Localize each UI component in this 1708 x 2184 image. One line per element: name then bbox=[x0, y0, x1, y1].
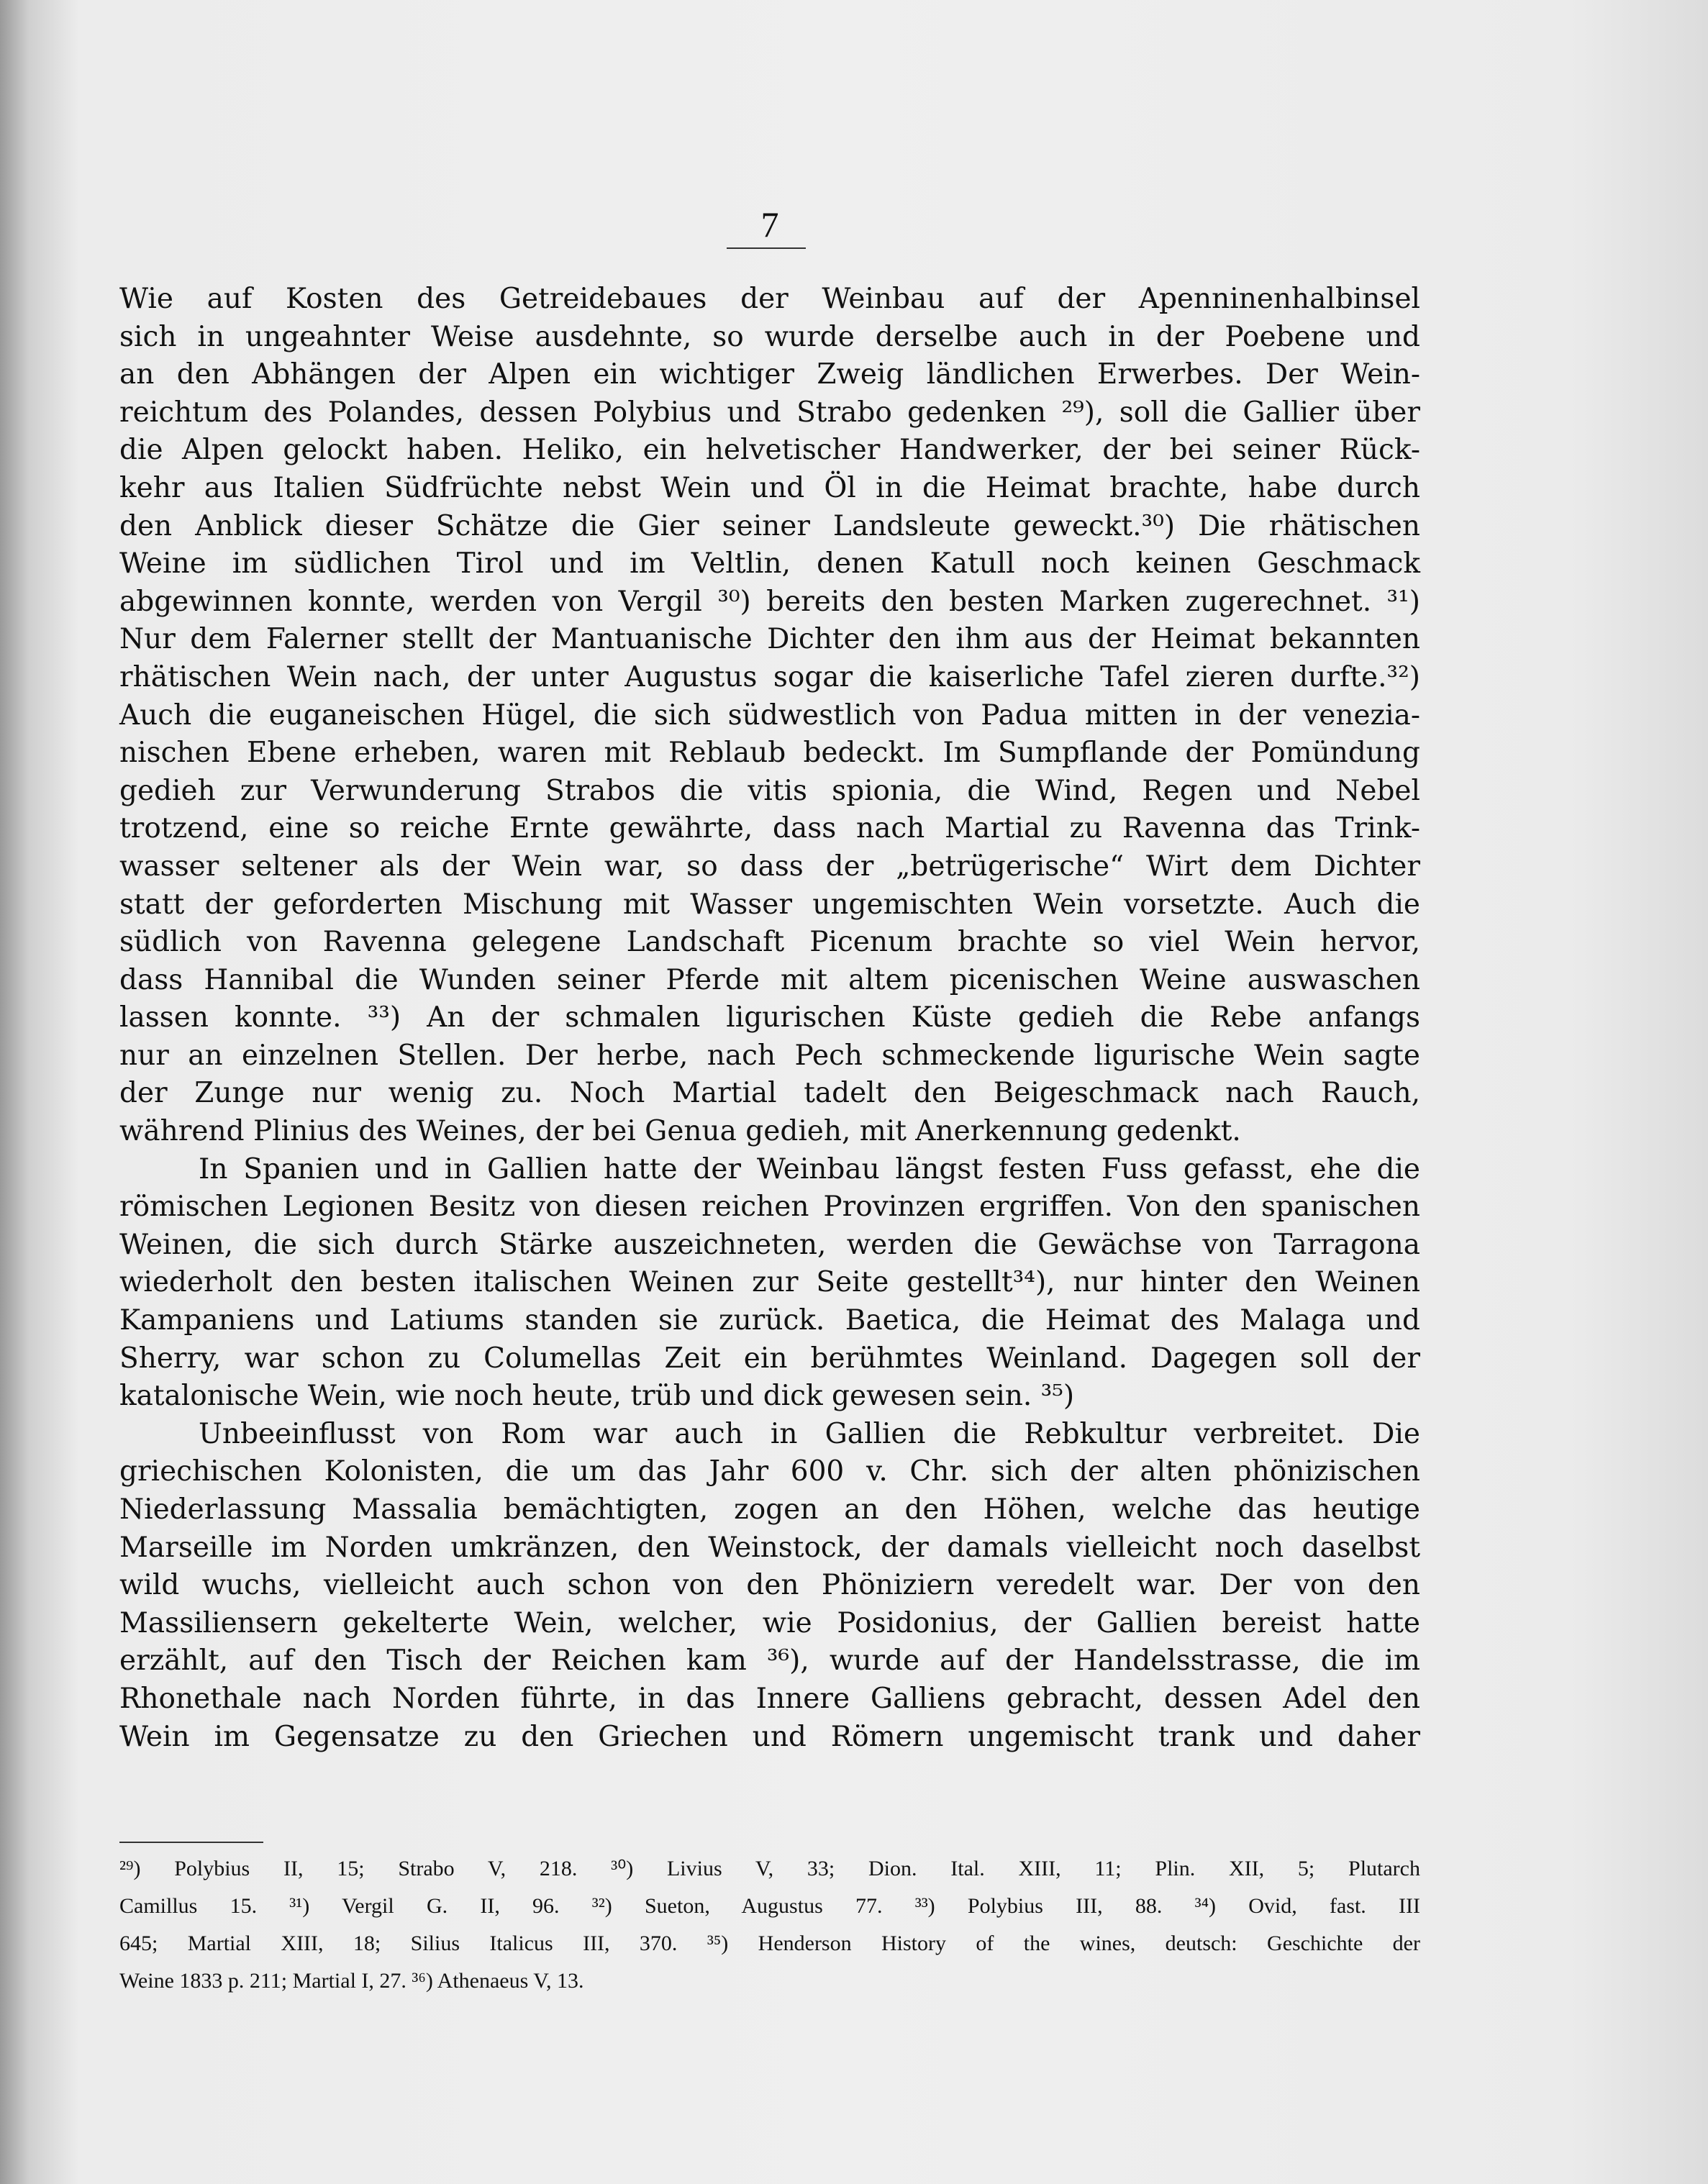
body-line: Nur dem Falerner stellt der Mantuanische Dichter den ihm aus der Heimat bekannten bbox=[119, 623, 1420, 656]
body-line: Auch die euganeischen Hügel, die sich südwestlich von Padua mitten in der venezia- bbox=[119, 699, 1420, 732]
footnote-line: ²⁹) Polybius II, 15; Strabo V, 218. ³⁰) Livius V, 33; Dion. Ital. XIII, 11; Plin. XII, 5; Plutarch bbox=[119, 1857, 1420, 1880]
body-line: wiederholt den besten italischen Weinen zur Seite gestellt³⁴), nur hinter den Weinen bbox=[119, 1266, 1420, 1299]
footnote-rule bbox=[119, 1842, 263, 1843]
body-line: erzählt, auf den Tisch der Reichen kam ³⁶), wurde auf der Handelsstrasse, die im bbox=[119, 1644, 1420, 1678]
body-line: sich in ungeahnter Weise ausdehnte, so wurde derselbe auch in der Poebene und bbox=[119, 320, 1420, 353]
body-line: Marseille im Norden umkränzen, den Weinstock, der damals vielleicht noch daselbst bbox=[119, 1531, 1420, 1564]
page-number: 7 bbox=[760, 204, 779, 245]
body-line: nischen Ebene erheben, waren mit Reblaub bedeckt. Im Sumpflande der Pomündung bbox=[119, 737, 1420, 770]
body-line: griechischen Kolonisten, die um das Jahr 600 v. Chr. sich der alten phönizischen bbox=[119, 1455, 1420, 1488]
body-line: Weinen, die sich durch Stärke auszeichneten, werden die Gewächse von Tarragona bbox=[119, 1228, 1420, 1261]
body-line: der Zunge nur wenig zu. Noch Martial tadelt den Beigeschmack nach Rauch, bbox=[119, 1077, 1420, 1110]
body-line: rhätischen Wein nach, der unter Augustus sogar die kaiserliche Tafel zieren durfte.³²) bbox=[119, 660, 1420, 693]
body-line: südlich von Ravenna gelegene Landschaft Picenum brachte so viel Wein hervor, bbox=[119, 926, 1420, 959]
body-line: nur an einzelnen Stellen. Der herbe, nach Pech schmeckende ligurische Wein sagte bbox=[119, 1039, 1420, 1072]
body-line: Weine im südlichen Tirol und im Veltlin, denen Katull noch keinen Geschmack bbox=[119, 547, 1420, 581]
body-line: Unbeeinflusst von Rom war auch in Gallien die Rebkultur verbreitet. Die bbox=[199, 1417, 1420, 1450]
body-line: katalonische Wein, wie noch heute, trüb und dick gewesen sein. ³⁵) bbox=[119, 1380, 1075, 1413]
footnote-line: Camillus 15. ³¹) Vergil G. II, 96. ³²) Sueton, Augustus 77. ³³) Polybius III, 88. ³⁴) Ovid, fast. III bbox=[119, 1894, 1420, 1918]
body-line: lassen konnte. ³³) An der schmalen ligurischen Küste gedieh die Rebe anfangs bbox=[119, 1001, 1420, 1034]
body-line: Sherry, war schon zu Columellas Zeit ein berühmtes Weinland. Dagegen soll der bbox=[119, 1342, 1420, 1375]
body-line: trotzend, eine so reiche Ernte gewährte, dass nach Martial zu Ravenna das Trink- bbox=[119, 812, 1420, 845]
body-line: statt der geforderten Mischung mit Wasser ungemischten Wein vorsetzte. Auch die bbox=[119, 888, 1420, 921]
body-line: kehr aus Italien Südfrüchte nebst Wein und Öl in die Heimat brachte, habe durch bbox=[119, 471, 1420, 504]
body-line: wild wuchs, vielleicht auch schon von den Phöniziern veredelt war. Der von den bbox=[119, 1569, 1420, 1602]
body-line: an den Abhängen der Alpen ein wichtiger Zweig ländlichen Erwerbes. Der Wein- bbox=[119, 358, 1420, 391]
page-number-rule bbox=[727, 247, 806, 249]
body-line: römischen Legionen Besitz von diesen reichen Provinzen ergriffen. Von den spanischen bbox=[119, 1191, 1420, 1224]
body-line: den Anblick dieser Schätze die Gier seiner Landsleute geweckt.³⁰) Die rhätischen bbox=[119, 509, 1420, 542]
footnote-line: Weine 1833 p. 211; Martial I, 27. ³⁶) Athenaeus V, 13. bbox=[119, 1969, 584, 1993]
body-line: während Plinius des Weines, der bei Genua gedieh, mit Anerkennung gedenkt. bbox=[119, 1115, 1241, 1148]
body-line: reichtum des Polandes, dessen Polybius und Strabo gedenken ²⁹), soll die Gallier über bbox=[119, 396, 1420, 429]
body-line: dass Hannibal die Wunden seiner Pferde mit altem picenischen Weine auswaschen bbox=[119, 963, 1420, 996]
body-line: In Spanien und in Gallien hatte der Weinbau längst festen Fuss gefasst, ehe die bbox=[199, 1152, 1420, 1186]
body-line: Kampaniens und Latiums standen sie zurück. Baetica, die Heimat des Malaga und bbox=[119, 1304, 1420, 1337]
body-text bbox=[119, 281, 1420, 1756]
body-line: Wein im Gegensatze zu den Griechen und Römern ungemischt trank und daher bbox=[119, 1720, 1420, 1753]
body-line: abgewinnen konnte, werden von Vergil ³⁰) bereits den besten Marken zugerechnet. ³¹) bbox=[119, 585, 1420, 618]
body-line: die Alpen gelockt haben. Heliko, ein helvetischer Handwerker, der bei seiner Rück- bbox=[119, 434, 1420, 467]
body-line: Wie auf Kosten des Getreidebaues der Weinbau auf der Apenninenhalbinsel bbox=[119, 283, 1420, 315]
body-line: wasser seltener als der Wein war, so dass der „betrügerische“ Wirt dem Dichter bbox=[119, 850, 1420, 883]
body-line: Massiliensern gekelterte Wein, welcher, wie Posidonius, der Gallien bereist hatte bbox=[119, 1606, 1420, 1639]
body-line: Niederlassung Massalia bemächtigten, zogen an den Höhen, welche das heutige bbox=[119, 1493, 1420, 1526]
footnotes bbox=[119, 1850, 1420, 2000]
body-line: gedieh zur Verwunderung Strabos die vitis spionia, die Wind, Regen und Nebel bbox=[119, 774, 1420, 807]
body-line: Rhonethale nach Norden führte, in das Innere Galliens gebracht, dessen Adel den bbox=[119, 1682, 1420, 1715]
footnote-line: 645; Martial XIII, 18; Silius Italicus III, 370. ³⁵) Henderson History of the wines, deutsch: Geschichte der bbox=[119, 1932, 1420, 1955]
